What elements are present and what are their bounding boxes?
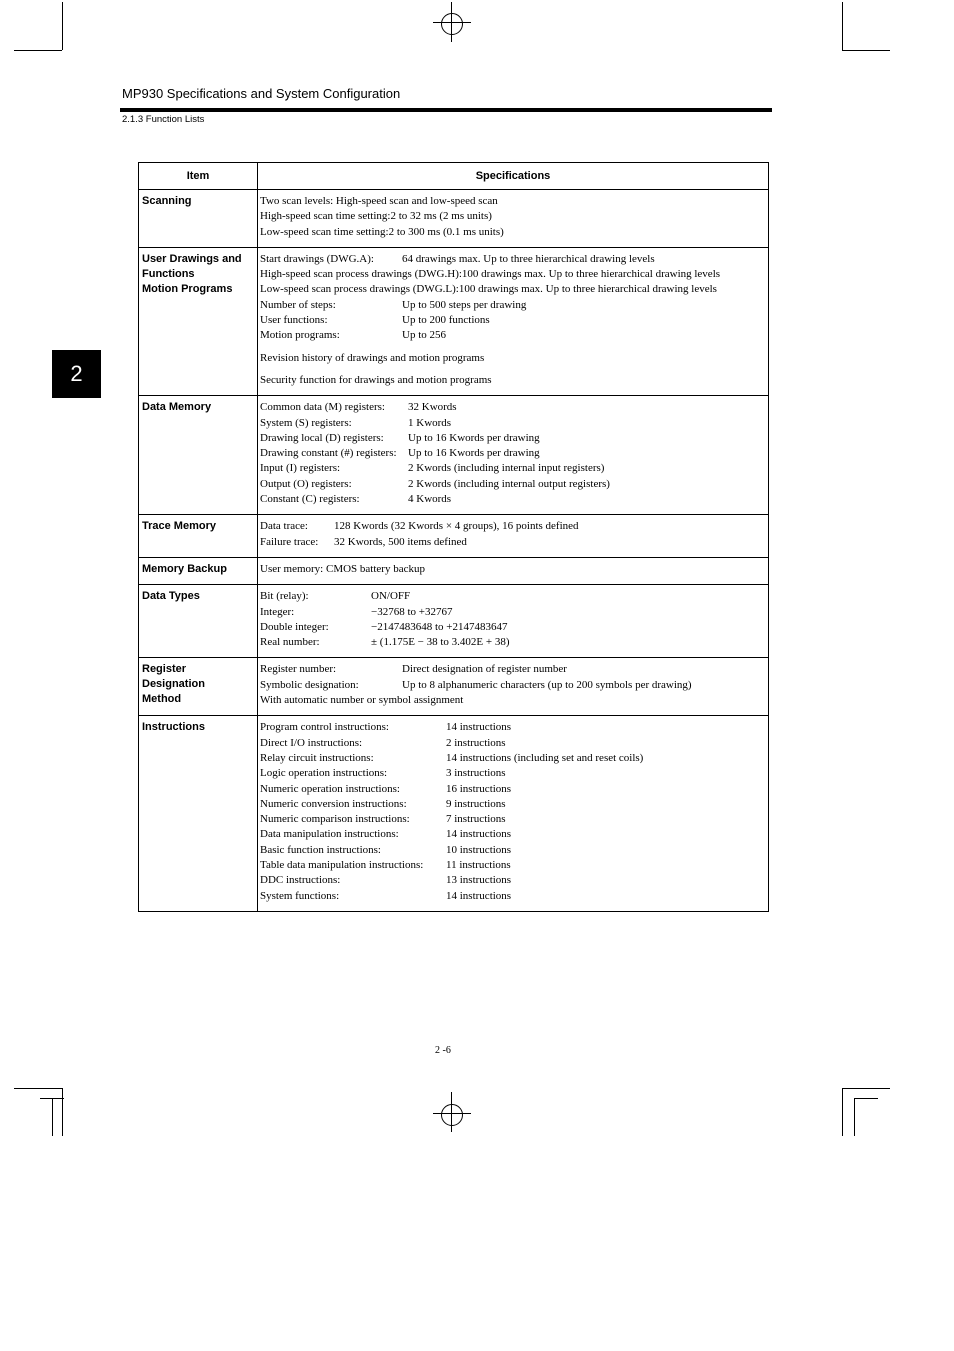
- page-number: 2 -6: [435, 1045, 451, 1056]
- spec-value: Direct designation of register number: [402, 663, 567, 676]
- item-label: Method: [142, 693, 182, 706]
- spec-line: [260, 416, 766, 431]
- spec-cell: [258, 396, 769, 515]
- spec-value: ON/OFF: [371, 590, 411, 603]
- spec-text: Two scan levels: High-speed scan and low-speed scan: [260, 195, 498, 207]
- item-label: Memory Backup: [142, 562, 227, 575]
- spec-value: 14 instructions: [446, 889, 512, 902]
- spec-line: [260, 373, 766, 388]
- item-label: Functions: [142, 267, 195, 280]
- spec-term: Numeric operation instructions:: [260, 782, 400, 795]
- spec-line: [260, 782, 766, 797]
- spec-term: Number of steps:: [260, 298, 336, 311]
- spec-term: Low-speed scan time setting:: [260, 225, 389, 238]
- item-cell: [139, 190, 258, 248]
- spec-value: 1 Kwords: [408, 416, 452, 429]
- spec-value: 2 to 32 ms (2 ms units): [390, 210, 492, 223]
- spec-term: Register number:: [260, 663, 337, 676]
- spec-value: −2147483648 to +2147483647: [371, 620, 508, 633]
- table-row: [139, 585, 769, 658]
- spec-value: 2 Kwords (including internal output registers): [408, 477, 610, 490]
- spec-text: With automatic number or symbol assignment: [260, 694, 464, 707]
- spec-term: Constant (C) registers:: [260, 493, 360, 506]
- spec-term: User functions:: [260, 314, 328, 327]
- spec-term: Bit (relay):: [260, 590, 309, 603]
- spec-line: [260, 252, 766, 267]
- spec-line: [260, 313, 766, 328]
- spec-line: [260, 678, 766, 693]
- item-label: Designation: [142, 678, 205, 691]
- item-cell: [139, 515, 258, 558]
- spec-line: [260, 492, 766, 507]
- spec-value: Up to 16 Kwords per drawing: [408, 447, 540, 460]
- spec-value: 7 instructions: [446, 813, 506, 826]
- spec-line: [260, 827, 766, 842]
- spec-line: [260, 589, 766, 604]
- spec-line: [260, 446, 766, 461]
- spec-value: Up to 200 functions: [402, 314, 490, 327]
- item-label: Register: [142, 663, 187, 676]
- function-list-table: [138, 162, 769, 912]
- spec-value: 14 instructions: [446, 828, 512, 841]
- spec-term: Direct I/O instructions:: [260, 736, 363, 749]
- spec-value: 3 instructions: [446, 767, 506, 780]
- spec-value: 14 instructions: [446, 721, 512, 734]
- spec-term: Logic operation instructions:: [260, 767, 388, 780]
- table-body: [139, 190, 769, 912]
- spec-term: Drawing constant (#) registers:: [260, 447, 397, 460]
- table-header-row: [139, 163, 769, 190]
- item-cell: [139, 247, 258, 395]
- spec-line: [260, 267, 766, 282]
- spec-term: Relay circuit instructions:: [260, 751, 374, 764]
- spec-line: [260, 605, 766, 620]
- spec-term: Drawing local (D) registers:: [260, 431, 384, 444]
- spec-term: Table data manipulation instructions:: [260, 858, 424, 871]
- spec-term: Basic function instructions:: [260, 843, 381, 856]
- spec-term: Common data (M) registers:: [260, 401, 385, 414]
- item-label: Data Memory: [142, 401, 212, 414]
- section-label: 2.1.3 Function Lists: [122, 114, 205, 125]
- spec-term: Data manipulation instructions:: [260, 828, 399, 841]
- item-label: User Drawings and: [142, 252, 242, 265]
- spec-value: Up to 8 alphanumeric characters (up to 200 symbols per drawing): [402, 678, 692, 691]
- spec-value: 32 Kwords: [408, 401, 457, 414]
- spec-line: [260, 766, 766, 781]
- spec-cell: [258, 247, 769, 395]
- spec-text: User memory: CMOS battery backup: [260, 562, 425, 575]
- spec-line: [260, 328, 766, 343]
- header-rule: [120, 108, 772, 112]
- spec-line: [260, 400, 766, 415]
- item-label: Scanning: [142, 195, 192, 207]
- spec-line: [260, 858, 766, 873]
- spec-term: Low-speed scan process drawings (DWG.L):: [260, 283, 459, 296]
- item-label: Instructions: [142, 721, 205, 734]
- item-cell: [139, 557, 258, 584]
- item-cell: [139, 396, 258, 515]
- table-row: [139, 396, 769, 515]
- spec-value: 4 Kwords: [408, 493, 452, 506]
- spec-line: [260, 225, 766, 240]
- spec-line: [260, 535, 766, 550]
- spec-term: Symbolic designation:: [260, 678, 359, 691]
- spec-value: 100 drawings max. Up to three hierarchical drawing levels: [458, 283, 717, 296]
- spec-term: System functions:: [260, 889, 340, 902]
- item-label: Trace Memory: [142, 520, 216, 533]
- spec-cell: [258, 585, 769, 658]
- spec-line: [260, 477, 766, 492]
- spec-value: 2 to 300 ms (0.1 ms units): [388, 225, 504, 238]
- spec-line: [260, 751, 766, 766]
- table-row: [139, 716, 769, 912]
- spec-term: Numeric conversion instructions:: [260, 797, 407, 810]
- item-label: Data Types: [142, 590, 200, 603]
- item-cell: [139, 716, 258, 912]
- spec-value: 128 Kwords (32 Kwords × 4 groups), 16 points defined: [334, 520, 579, 533]
- table-row: [139, 190, 769, 248]
- spec-term: High-speed scan process drawings (DWG.H):: [260, 268, 462, 281]
- spec-line: [260, 889, 766, 904]
- spec-term: Real number:: [260, 636, 320, 649]
- spec-value: 16 instructions: [446, 782, 512, 795]
- spec-cell: [258, 190, 769, 248]
- spec-cell: [258, 716, 769, 912]
- spec-cell: [258, 515, 769, 558]
- page-title: MP930 Specifications and System Configuration: [122, 86, 401, 101]
- chapter-tab: 2: [52, 350, 101, 398]
- spec-term: Input (I) registers:: [260, 462, 341, 475]
- spec-line: [260, 351, 766, 366]
- spec-line: [260, 693, 766, 708]
- spec-term: Numeric comparison instructions:: [260, 813, 410, 826]
- spec-term: System (S) registers:: [260, 416, 352, 429]
- spec-term: Program control instructions:: [260, 721, 389, 734]
- spec-line: [260, 519, 766, 534]
- item-label: Motion Programs: [142, 282, 233, 295]
- spec-line: [260, 635, 766, 650]
- spec-cell: [258, 557, 769, 584]
- spec-value: 14 instructions (including set and reset coils): [446, 751, 644, 764]
- spec-text: Security function for drawings and motion programs: [260, 373, 492, 386]
- spec-value: 32 Kwords, 500 items defined: [334, 535, 467, 548]
- spec-value: −32768 to +32767: [371, 605, 453, 618]
- item-cell: [139, 585, 258, 658]
- spec-line: [260, 797, 766, 812]
- spec-line: [260, 812, 766, 827]
- spec-term: Output (O) registers:: [260, 477, 352, 490]
- spec-value: Up to 500 steps per drawing: [402, 298, 527, 311]
- block-gap: [260, 366, 766, 373]
- spec-value: 64 drawings max. Up to three hierarchical drawing levels: [402, 252, 655, 265]
- item-cell: [139, 658, 258, 716]
- spec-term: Data trace:: [260, 520, 308, 533]
- block-gap: [260, 344, 766, 351]
- spec-value: 13 instructions: [446, 874, 512, 887]
- spec-line: [260, 720, 766, 735]
- spec-term: Motion programs:: [260, 329, 340, 342]
- spec-line: [260, 298, 766, 313]
- spec-line: [260, 736, 766, 751]
- spec-cell: [258, 658, 769, 716]
- spec-term: DDC instructions:: [260, 874, 341, 887]
- column-header-item: Item: [139, 163, 258, 190]
- spec-term: Integer:: [260, 605, 295, 618]
- spec-value: ± (1.175E − 38 to 3.402E + 38): [371, 636, 510, 649]
- spec-text: Revision history of drawings and motion programs: [260, 351, 485, 364]
- spec-value: 100 drawings max. Up to three hierarchical drawing levels: [461, 268, 721, 281]
- spec-value: Up to 16 Kwords per drawing: [408, 431, 540, 444]
- spec-line: [260, 209, 766, 224]
- spec-value: 9 instructions: [446, 797, 506, 810]
- table-row: [139, 658, 769, 716]
- table-row: [139, 557, 769, 584]
- spec-line: [260, 662, 766, 677]
- spec-line: [260, 461, 766, 476]
- spec-term: Failure trace:: [260, 535, 319, 548]
- spec-value: Up to 256: [402, 329, 446, 342]
- table-row: [139, 247, 769, 395]
- spec-line: [260, 562, 766, 577]
- spec-line: [260, 431, 766, 446]
- spec-value: 11 instructions: [446, 858, 511, 871]
- column-header-specifications: Specifications: [258, 163, 769, 190]
- spec-value: 2 instructions: [446, 736, 506, 749]
- spec-line: [260, 194, 766, 209]
- spec-value: 2 Kwords (including internal input registers): [408, 462, 605, 475]
- table-row: [139, 515, 769, 558]
- spec-term: High-speed scan time setting:: [260, 210, 391, 223]
- spec-line: [260, 873, 766, 888]
- spec-line: [260, 620, 766, 635]
- spec-value: 10 instructions: [446, 843, 512, 856]
- spec-term: Double integer:: [260, 620, 329, 633]
- spec-line: [260, 843, 766, 858]
- spec-line: [260, 282, 766, 297]
- spec-term: Start drawings (DWG.A):: [260, 252, 374, 265]
